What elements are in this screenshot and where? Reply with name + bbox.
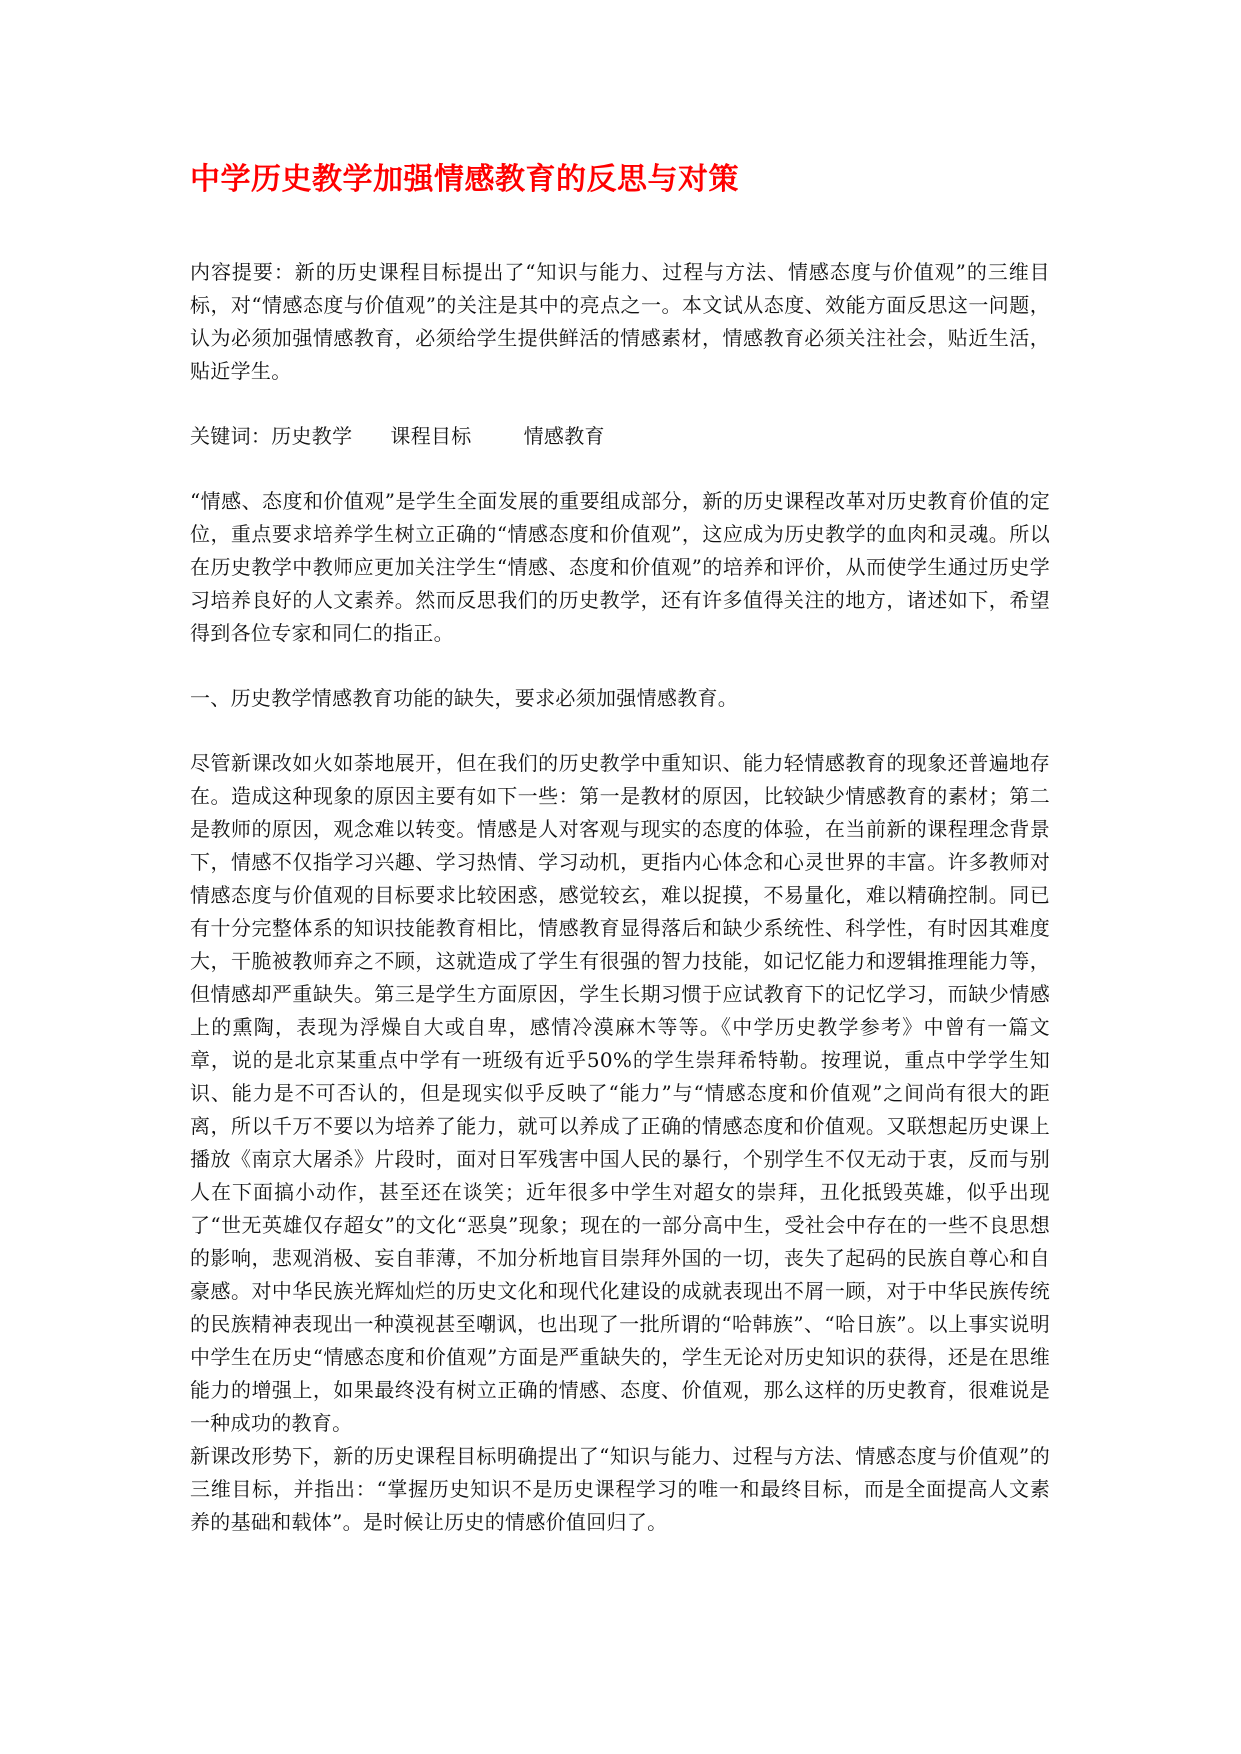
keyword-item: 情感教育 [523,424,605,448]
abstract-paragraph: 内容提要：新的历史课程目标提出了“知识与能力、过程与方法、情感态度与价值观”的三维目标，对“情感态度与价值观”的关注是其中的亮点之一。本文试从态度、效能方面反思这一问题，认为必须加强情感教育，必须给学生提供鲜活的情感素材，情感教育必须关注社会，贴近生活，贴近学生。 [190,260,1050,383]
intro-paragraph: “情感、态度和价值观”是学生全面发展的重要组成部分，新的历史课程改革对历史教育价值的定位，重点要求培养学生树立正确的“情感态度和价值观”，这应成为历史教学的血肉和灵魂。所以在历史教学中教师应更加关注学生“情感、态度和价值观”的培养和评价，从而使学生通过历史学习培养良好的人文素养。然而反思我们的历史教学，还有许多值得关注的地方，诸述如下，希望得到各位专家和同仁的指正。 [190,489,1050,645]
keyword-item: 历史教学 [271,424,353,448]
document-content [190,160,1050,1539]
section-heading: 一、历史教学情感教育功能的缺失，要求必须加强情感教育。 [190,686,739,710]
body-paragraph: 新课改形势下，新的历史课程目标明确提出了“知识与能力、过程与方法、情感态度与价值观”的三维目标，并指出：“掌握历史知识不是历史课程学习的唯一和最终目标，而是全面提高人文素养的基础和载体”。是时候让历史的情感价值回归了。 [190,1444,1050,1534]
body-paragraph: 尽管新课改如火如荼地展开，但在我们的历史教学中重知识、能力轻情感教育的现象还普遍地存在。造成这种现象的原因主要有如下一些：第一是教材的原因，比较缺少情感教育的素材；第二是教师的原因，观念难以转变。情感是人对客观与现实的态度的体验，在当前新的课程理念背景下，情感不仅指学习兴趣、学习热情、学习动机，更指内心体念和心灵世界的丰富。许多教师对情感态度与价值观的目标要求比较困惑，感觉较玄，难以捉摸，不易量化，难以精确控制。同已有十分完整体系的知识技能教育相比，情感教育显得落后和缺少系统性、科学性，有时因其难度大，干脆被教师弃之不顾，这就造成了学生有很强的智力技能，如记忆能力和逻辑推理能力等，但情感却严重缺失。第三是学生方面原因，学生长期习惯于应试教育下的记忆学习，而缺少情感上的熏陶，表现为浮燥自大或自卑，感情冷漠麻木等等。《中学历史教学参考》中曾有一篇文章，说的是北京某重点中学有一班级有近乎50%的学生崇拜希特勒。按理说，重点中学学生知识、能力是不可否认的，但是现实似乎反映了“能力”与“情感态度和价值观”之间尚有很大的距离，所以千万不要以为培养了能力，就可以养成了正确的情感态度和价值观。又联想起历史课上播放《南京大屠杀》片段时，面对日军残害中国人民的暴行，个别学生不仅无动于衷，反而与别人在下面搞小动作，甚至还在谈笑；近年很多中学生对超女的崇拜，丑化抵毁英雄，似乎出现了“世无英雄仅存超女”的文化“恶臭”现象；现在的一部分高中生，受社会中存在的一些不良思想的影响，悲观消极、妄自菲薄，不加分析地盲目崇拜外国的一切，丧失了起码的民族自尊心和自豪感。对中华民族光辉灿烂的历史文化和现代化建设的成就表现出不屑一顾，对于中华民族传统的民族精神表现出一种漠视甚至嘲讽，也出现了一批所谓的“哈韩族”、“哈日族”。以上事实说明中学生在历史“情感态度和价值观”方面是严重缺失的，学生无论对历史知识的获得，还是在思维能力的增强上，如果最终没有树立正确的情感、态度、价值观，那么这样的历史教育，很难说是一种成功的教育。 [190,751,1050,1435]
keywords-line [190,420,1050,453]
keyword-item: 课程目标 [390,424,472,448]
keywords-label: 关键词： [190,424,272,448]
document-title: 中学历史教学加强情感教育的反思与对策 [190,162,739,197]
